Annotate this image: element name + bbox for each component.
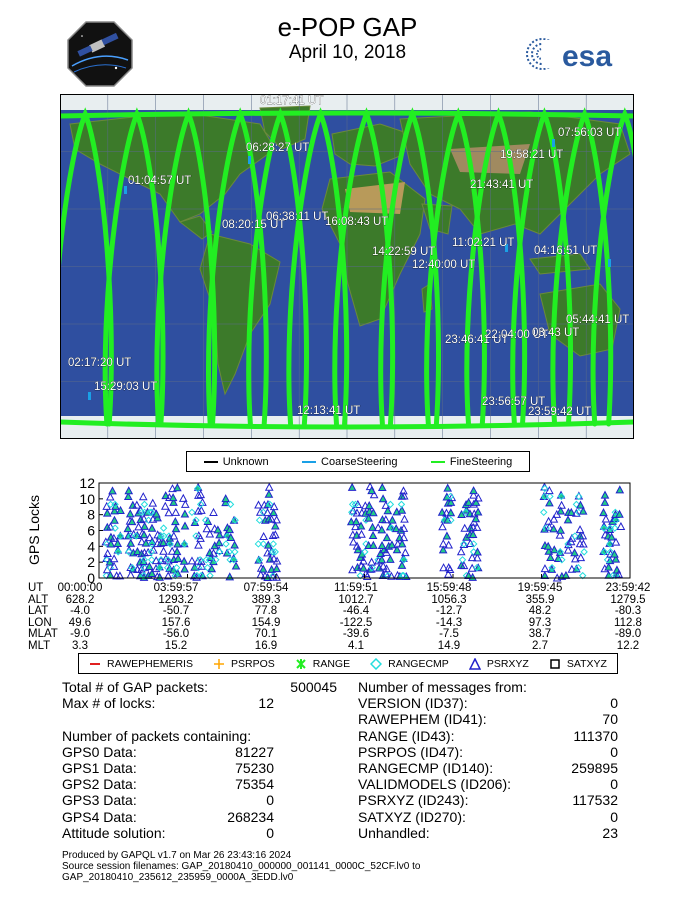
orbit-parameter-table — [28, 583, 668, 652]
psrxyz-point — [368, 559, 375, 566]
psrxyz-point — [141, 523, 148, 530]
psrxyz-point — [174, 484, 181, 491]
table-cell: -50.7 — [162, 605, 190, 617]
table-cell: -14.3 — [435, 616, 463, 629]
map-time-label: 23:46:41 UT — [445, 334, 509, 346]
legend-item — [89, 658, 193, 670]
table-cell: 23:59:42 — [605, 582, 651, 594]
message-label: PSRPOS (ID47): — [358, 743, 464, 760]
table-cell: 112.8 — [614, 616, 642, 629]
psrxyz-point — [470, 487, 477, 494]
row-label: MLAT — [28, 628, 58, 640]
legend-swatch — [302, 461, 316, 463]
psrxyz-point — [182, 523, 189, 530]
containing-label: GPS3 Data: — [62, 792, 137, 809]
map-time-label: 22:04:00 UT — [485, 329, 549, 341]
psrxyz-point — [181, 511, 188, 518]
map-time-label: 16:08:43 UT — [325, 216, 389, 228]
legend-label: RANGE — [312, 657, 351, 670]
esa-logo — [526, 36, 636, 77]
psrxyz-point — [475, 509, 482, 516]
footer-source-cont: GAP_20180410_235612_235959_0000A_3EDD.lv0 — [62, 872, 294, 883]
map-time-label: 06:28:27 UT — [246, 142, 310, 154]
psrxyz-point — [149, 525, 156, 532]
legend-item — [549, 658, 607, 670]
table-row — [28, 641, 668, 653]
table-cell: 389.3 — [251, 593, 281, 606]
map-time-label: 23:59:42 UT — [528, 406, 592, 418]
map-time-label: 06:38:11 UT — [266, 211, 329, 223]
table-cell: -9.0 — [70, 628, 90, 640]
psrxyz-point — [577, 526, 584, 533]
psrxyz-point — [104, 550, 111, 557]
table-cell: 2.7 — [532, 639, 548, 652]
psrxyz-point — [109, 487, 116, 494]
message-label: RAWEPHEM (ID41): — [358, 711, 487, 728]
containing-label: GPS2 Data: — [62, 776, 137, 793]
y-tick-label: 10 — [79, 490, 95, 507]
rangecmp-point — [257, 517, 263, 523]
psrxyz-point — [379, 542, 386, 549]
total-packets-label: Total # of GAP packets: — [62, 679, 209, 695]
triangle-symbol-icon — [469, 658, 481, 670]
psrxyz-point — [402, 549, 409, 556]
psrxyz-point — [231, 542, 238, 549]
table-cell: -4.0 — [70, 605, 90, 617]
legend-item — [431, 456, 512, 468]
row-label: LON — [28, 616, 52, 629]
rangecmp-point — [541, 509, 547, 515]
psrxyz-point — [349, 484, 356, 491]
map-time-label: 23:56:57 UT — [482, 396, 546, 408]
containing-label: Attitude solution: — [62, 824, 166, 841]
star-symbol-icon — [295, 658, 307, 670]
map-time-label: 11:02:21 UT — [452, 237, 515, 249]
psrxyz-point — [546, 499, 553, 506]
psrxyz-point — [266, 484, 273, 491]
diamond-symbol-icon — [370, 658, 382, 670]
rangecmp-point — [223, 541, 229, 547]
message-value: 0 — [610, 695, 618, 712]
psrxyz-point — [149, 500, 156, 507]
rangecmp-point — [161, 525, 167, 531]
psrxyz-point — [380, 495, 387, 502]
rangecmp-point — [581, 549, 587, 555]
map-time-label: 12:40:00 UT — [412, 259, 476, 271]
legend-item — [370, 658, 449, 670]
table-cell: 628.2 — [65, 593, 95, 606]
psrxyz-point — [445, 571, 452, 578]
psrxyz-point — [273, 565, 280, 572]
table-cell: 03:59:57 — [153, 582, 199, 594]
legend-swatch — [431, 461, 445, 463]
map-time-label: 14:22:59 UT — [372, 246, 436, 258]
message-value: 70 — [602, 711, 618, 728]
message-label: VALIDMODELS (ID206): — [358, 776, 512, 793]
table-cell: -46.4 — [342, 605, 370, 617]
map-time-label: 05:44:41 UT — [566, 314, 630, 326]
map-time-label: 08:20:15 UT — [222, 219, 286, 231]
containing-value: 75354 — [235, 776, 274, 793]
table-cell: -56.0 — [162, 628, 190, 640]
psrxyz-point — [181, 566, 188, 573]
coarse-segment — [608, 259, 611, 267]
psrxyz-point — [602, 492, 609, 499]
psrxyz-point — [195, 542, 202, 549]
page-date: April 10, 2018 — [288, 42, 407, 63]
message-value: 0 — [610, 743, 618, 760]
table-cell: -80.3 — [614, 605, 642, 617]
map-time-label: 07:56:03 UT — [558, 127, 622, 139]
legend-item — [295, 658, 350, 670]
legend-label: CoarseSteering — [321, 455, 398, 468]
psrxyz-point — [170, 494, 177, 501]
psrxyz-point — [360, 565, 367, 572]
psrxyz-point — [127, 540, 134, 547]
message-value: 0 — [610, 776, 618, 793]
psrxyz-point — [617, 523, 624, 530]
psrxyz-point — [577, 554, 584, 561]
table-cell: -7.5 — [439, 628, 459, 640]
legend-item — [469, 658, 529, 670]
table-cell: 11:59:51 — [334, 582, 378, 594]
coarse-segment — [248, 156, 251, 164]
psrxyz-point — [172, 518, 179, 525]
message-label: VERSION (ID37): — [358, 695, 468, 712]
table-cell: 154.9 — [251, 616, 281, 629]
containing-value: 0 — [266, 792, 274, 809]
y-tick-label: 12 — [79, 478, 95, 491]
orbit-ground-track-map — [60, 94, 634, 439]
plus-symbol-icon — [213, 658, 225, 670]
psrxyz-point — [233, 563, 240, 570]
psrxyz-point — [124, 525, 131, 532]
psrxyz-point — [140, 493, 147, 500]
y-tick-label: 4 — [87, 538, 95, 555]
table-cell: 355.9 — [525, 593, 555, 606]
psrxyz-point — [541, 565, 548, 572]
legend-label: SATXYZ — [566, 657, 607, 670]
row-label: UT — [28, 582, 44, 594]
containing-label: GPS1 Data: — [62, 760, 137, 776]
table-cell: 70.1 — [254, 628, 278, 640]
message-value: 111370 — [573, 727, 618, 744]
rangecmp-point — [460, 557, 466, 563]
y-tick-label: 0 — [87, 570, 95, 583]
table-cell: 07:59:54 — [243, 582, 289, 594]
psrxyz-point — [107, 493, 114, 500]
psrxyz-point — [160, 548, 167, 555]
containing-header: Number of packets containing: — [62, 727, 252, 744]
table-cell: 157.6 — [161, 616, 191, 629]
table-cell: 12.2 — [616, 639, 640, 652]
rangecmp-point — [141, 501, 147, 507]
messages-header: Number of messages from: — [358, 679, 527, 695]
legend-label: PSRPOS — [230, 657, 275, 670]
message-label: Unhandled: — [358, 824, 430, 841]
psrxyz-point — [383, 534, 390, 541]
table-cell: 1293.2 — [158, 593, 194, 606]
message-value: 117532 — [572, 792, 618, 809]
table-cell: -89.0 — [614, 628, 642, 640]
legend-label: FineSteering — [449, 455, 513, 468]
psrxyz-point — [558, 502, 565, 509]
coarse-segment — [88, 392, 91, 400]
map-time-label: 03:43 UT — [532, 327, 580, 339]
psrxyz-point — [401, 516, 408, 523]
dash-symbol-icon — [89, 658, 101, 670]
table-cell: 38.7 — [528, 628, 552, 640]
psrxyz-point — [358, 531, 365, 538]
psrxyz-point — [272, 522, 279, 529]
psrxyz-point — [172, 525, 179, 532]
psrxyz-point — [107, 534, 114, 541]
psrxyz-point — [222, 495, 229, 502]
message-value: 23 — [602, 824, 618, 841]
legend-label: RAWEPHEMERIS — [107, 657, 193, 670]
psrxyz-point — [398, 507, 405, 514]
table-cell: 19:59:45 — [517, 582, 563, 594]
psrxyz-point — [458, 548, 465, 555]
psrxyz-point — [557, 527, 564, 534]
containing-value: 75230 — [235, 760, 274, 776]
psrxyz-point — [165, 509, 172, 516]
table-cell: 97.3 — [528, 616, 552, 629]
table-cell: -39.6 — [342, 628, 370, 640]
psrxyz-point — [473, 499, 480, 506]
y-axis-label: GPS Locks — [26, 494, 42, 566]
row-label: LAT — [28, 605, 49, 617]
row-label: MLT — [28, 639, 51, 652]
psrxyz-point — [127, 510, 134, 517]
gps-locks-chart — [25, 478, 645, 583]
containing-value: 81227 — [235, 743, 274, 760]
esa-wordmark: esa — [562, 40, 613, 72]
table-cell: 1056.3 — [431, 593, 467, 606]
row-label: ALT — [28, 593, 49, 606]
table-cell: 16.9 — [254, 639, 278, 652]
esa-globe-icon — [527, 39, 558, 69]
y-tick-label: 8 — [87, 506, 95, 523]
footer — [62, 850, 420, 883]
psrxyz-point — [571, 549, 578, 556]
table-cell: -122.5 — [339, 616, 373, 629]
map-time-label: 04:16:51 UT — [534, 245, 598, 257]
max-locks-label: Max # of locks: — [62, 695, 156, 712]
psrxyz-point — [226, 573, 233, 580]
footer-source: Source session filenames: GAP_20180410_000000_001141_0000C_52CF.lv0 to — [62, 861, 421, 872]
legend-swatch — [204, 461, 218, 463]
psrxyz-point — [379, 484, 386, 491]
psrxyz-point — [111, 555, 118, 562]
psrxyz-point — [443, 532, 450, 539]
message-label: PSRXYZ (ID243): — [358, 792, 469, 809]
psrxyz-point — [172, 509, 179, 516]
coarse-segment — [124, 186, 127, 194]
attitude-legend — [186, 451, 530, 472]
y-tick-label: 6 — [87, 522, 95, 539]
page-title: e-POP GAP — [277, 12, 418, 42]
table-cell: -12.7 — [435, 605, 463, 617]
psrxyz-point — [162, 503, 169, 510]
containing-label: GPS4 Data: — [62, 808, 137, 825]
table-cell: 15.2 — [164, 639, 188, 652]
table-cell: 15:59:48 — [426, 582, 472, 594]
psrxyz-point — [270, 509, 277, 515]
psrxyz-point — [216, 539, 223, 546]
psrxyz-point — [174, 540, 181, 547]
psrxyz-point — [125, 487, 132, 494]
map-time-label: 15:29:03 UT — [94, 381, 158, 393]
psrxyz-point — [197, 535, 204, 542]
epop-mission-logo — [66, 20, 134, 88]
message-label: RANGECMP (ID140): — [358, 760, 494, 776]
table-cell: 14.9 — [437, 639, 461, 652]
psrxyz-point — [188, 557, 195, 564]
psrxyz-point — [265, 491, 272, 498]
psrxyz-point — [370, 542, 377, 549]
legend-item — [213, 658, 275, 670]
table-cell: 1012.7 — [338, 593, 374, 606]
map-time-label: 02:17:20 UT — [68, 357, 132, 369]
table-cell: 1279.5 — [610, 593, 646, 606]
psrxyz-point — [602, 516, 609, 523]
psrxyz-point — [260, 533, 267, 540]
psrxyz-point — [389, 517, 396, 524]
containing-value: 0 — [266, 824, 274, 841]
total-packets-value: 500045 — [290, 679, 337, 695]
psrxyz-point — [353, 518, 360, 525]
psrxyz-point — [271, 503, 278, 510]
containing-label: GPS0 Data: — [62, 743, 137, 760]
legend-item — [302, 456, 397, 468]
legend-label: RANGECMP — [388, 657, 449, 670]
coarse-segment — [552, 139, 555, 147]
message-label: SATXYZ (ID270): — [358, 808, 466, 825]
psrxyz-point — [387, 556, 394, 563]
table-cell: 00:00:00 — [57, 582, 103, 594]
table-cell: 4.1 — [348, 639, 364, 652]
psrxyz-point — [104, 510, 111, 516]
map-time-label: 19:58:21 UT — [500, 149, 564, 161]
psrxyz-point — [260, 566, 267, 573]
y-tick-label: 2 — [87, 554, 95, 571]
map-time-label: 12:13:41 UT — [297, 405, 361, 417]
psrxyz-point — [180, 495, 187, 502]
table-cell: 48.2 — [528, 605, 552, 617]
message-value: 259895 — [571, 760, 618, 776]
table-cell: 49.6 — [68, 616, 92, 629]
psrxyz-point — [210, 509, 217, 515]
psrxyz-point — [156, 574, 163, 581]
psrxyz-point — [439, 523, 446, 530]
square-symbol-icon — [549, 658, 561, 670]
psrxyz-point — [600, 509, 607, 516]
psrxyz-point — [601, 499, 608, 506]
psrxyz-point — [474, 549, 481, 556]
psrxyz-point — [111, 517, 118, 524]
max-locks-value: 12 — [258, 695, 274, 712]
legend-label: Unknown — [222, 455, 269, 468]
table-cell: 3.3 — [72, 639, 88, 652]
footer-produced: Produced by GAPQL v1.7 on Mar 26 23:43:16 2024 — [62, 850, 292, 861]
psrxyz-point — [273, 516, 280, 523]
message-value: 0 — [610, 808, 618, 825]
map-time-label: 21:43:41 UT — [470, 179, 534, 191]
psrxyz-point — [565, 516, 572, 523]
psrxyz-point — [444, 485, 451, 492]
psrxyz-point — [616, 486, 623, 493]
table-cell: 77.8 — [254, 605, 278, 617]
containing-value: 268234 — [227, 808, 274, 825]
map-time-label: 01:17:41 UT — [260, 95, 324, 107]
psrxyz-point — [370, 532, 377, 539]
message-label: RANGE (ID43): — [358, 727, 455, 744]
message-legend — [78, 653, 618, 674]
psrxyz-point — [547, 554, 554, 561]
map-time-label: 01:04:57 UT — [128, 175, 192, 187]
legend-item — [204, 456, 269, 468]
legend-label: PSRXYZ — [486, 657, 529, 670]
psrxyz-point — [182, 501, 189, 508]
